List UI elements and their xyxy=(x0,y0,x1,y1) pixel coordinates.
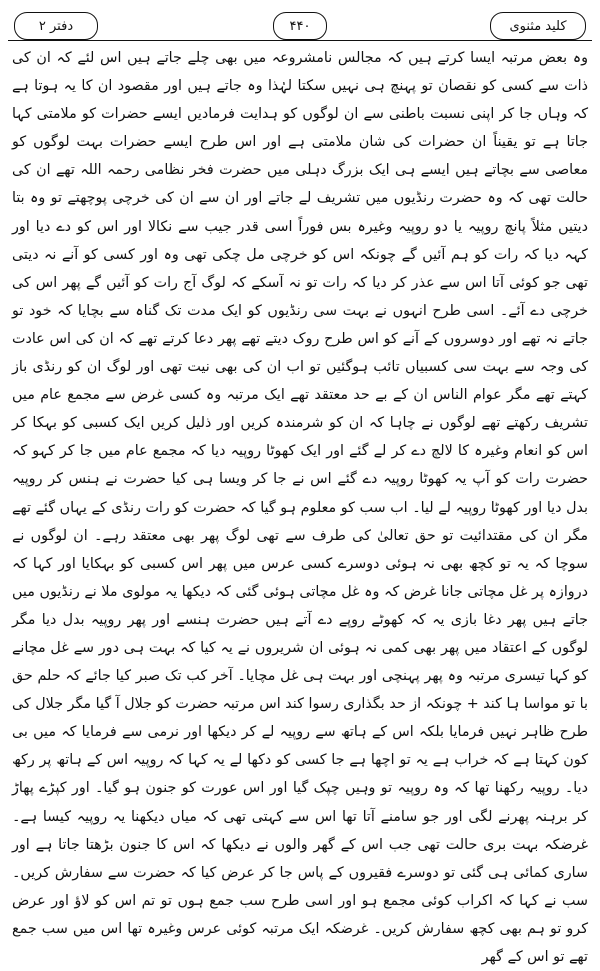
book-title-box xyxy=(490,12,586,40)
body-paragraph: وہ بعض مرتبہ ایسا کرتے ہیں کہ مجالس نامشروعہ میں بھی چلے جاتے ہیں اس لئے کہ ان کی ذات سے کسی کو نقصان تو پہنچ ہی نہیں سکتا لہٰذا وہ جاتے ہیں اور مقصود ان کا یہ ہوتا ہے کہ وہاں جا کر اپنی نسبت باطنی سے ان لوگوں کو ہدایت فرمادیں ایسے حضرات کو ملامتی کہا جاتا ہے تو یقیناً ان حضرات کی شان ملامتی ہے اور اس طرح ایسے حضرات بہت لوگوں کو معاصی سے بچاتے ہیں ایسے ہی ایک بزرگ دہلی میں حضرت فخر نظامی رحمہ اللہ تھے ان کی حالت تھی کہ وہ حضرت رنڈیوں میں تشریف لے جاتے اور ان سے ان کی خرچی پوچھتے تو وہ بتا دیتیں مثلاً پانچ روپیہ یا دو روپیہ وغیرہ بس فوراً اسی قدر جیب سے نکالا اور اس کو دے دیا اور کہہ دیا کہ رات کو ہم آئیں گے چونکہ اس کو خرچی مل چکی تھی وہ اور کسی کو آنے نہ دیتی تھی جو کوئی آتا اس سے عذر کر دیا کہ رات تو نہ آسکے کہ لوگ آج رات کو آئیں گے پھر اس کی خرچی دے آئے۔ اسی طرح انہوں نے بہت سی رنڈیوں کو ایک مدت تک گناہ سے بچایا کہ خود تو جاتے نہ تھے اور دوسروں کے آنے کو اس طرح روک دیتے تھے پھر دعا کرتے تھے کہ ان کی اس عادت کی وجہ سے بہت سی کسبیاں تائب ہوگئیں تو اب ان کی بھی نیت تھی اور لوگ ان کو رنڈی باز کہتے تھے مگر عوام الناس ان کے بے حد معتقد تھے ایک مرتبہ وہ کسی غرض سے مجمع عام میں تشریف رکھتے تھے لوگوں نے چاہا کہ ان کو شرمندہ کریں اور ذلیل کریں ایک کسبی کو بہکا کر اس کو انعام وغیرہ کا لالچ دے کر لے گئے اور ایک کھوٹا روپیہ دیا کہ مجمع عام میں جا کر کہو کہ حضرت رات کو آپ یہ کھوٹا روپیہ دے گئے اس نے جا کر ویسا ہی کیا حضرت نے ہنس کر روپیہ بدل دیا اور کھوٹا روپیہ لے لیا۔ اب سب کو معلوم ہو گیا کہ حضرت کو رات رنڈی کے یہاں گئے تھے مگر ان کی مقتدائیت تو حق تعالیٰ کی طرف سے تھی لوگ پھر بھی معتقد رہے۔ ان لوگوں نے سوچا کہ یہ تو کچھ بھی نہ ہوئی دوسرے کسی عرس میں پھر اس کسبی کو بہکایا اور کہا کہ دروازہ پر غل مچاتی جانا غرض کہ وہ غل مچاتی ہوئی گئی کہ دیکھا یہ مولوی ملا نے رنڈیوں میں جاتے ہیں پھر دغا بازی یہ کہ کھوٹے روپے دے آتے ہیں حضرت ہنسے اور پھر روپیہ بدل دیا مگر لوگوں کے اعتقاد میں پھر بھی کمی نہ ہوئی ان شریروں نے یہ کیا کہ بہت ہی دور سے غل مچانے کو کہا تیسری مرتبہ وہ پھر پہنچی اور بہت ہی غل مچایا۔ آخر کب تک صبر کیا جائے کہ حلم حق با تو مواسا ہا کند + چونکہ از حد بگذاری رسوا کند اس مرتبہ حضرت کو جلال آ گیا مگر جلال کی طرح ظاہر نہیں فرمایا بلکہ اس کے ہاتھ سے روپیہ لے کر دیکھا اور نرمی سے فرمایا کہ میں بی کون کہتا ہے کہ خراب ہے یہ تو اچھا ہے جا کسی کو دکھا لے یہ کہا کہ روپیہ اس کے ہاتھ پر رکھ دیا۔ روپیہ رکھنا تھا کہ وہ روپیہ تو وہیں چپک گیا اور اس عورت کو جنون ہو گیا۔ اور کپڑے پھاڑ کر برہنہ پھرنے لگی اور جو سامنے آتا تھا اس سے کہتی تھی کہ میاں دیکھنا یہ روپیہ کیسا ہے۔ غرضکہ بہت بری حالت تھی جب اس کے گھر والوں نے دیکھا کہ اس کا جنون بڑھتا جاتا ہے اور ساری کمائی ہی گئی تو دوسرے فقیروں کے پاس جا کر عرض کیا کہ حضرت سے سفارش کریں۔ سب نے کہا کہ اکراب کوئی مجمع ہو اور اسی طرح سب جمع ہوں تو تم اس کو لاؤ اور عرض کرو تو ہم بھی کچھ سفارش کریں۔ غرضکہ ایک مرتبہ کوئی عرس وغیرہ تھا اس میں سب جمع تھے تو اس کے گھر xyxy=(12,50,588,965)
volume-label: دفتر ۲ xyxy=(38,18,74,34)
header-divider xyxy=(8,40,592,41)
volume-box xyxy=(14,12,98,40)
page-number: ۴۴۰ xyxy=(289,18,311,34)
page-number-box xyxy=(273,12,327,40)
body-text xyxy=(12,44,588,965)
book-title: کلید مثنوی xyxy=(509,18,567,34)
